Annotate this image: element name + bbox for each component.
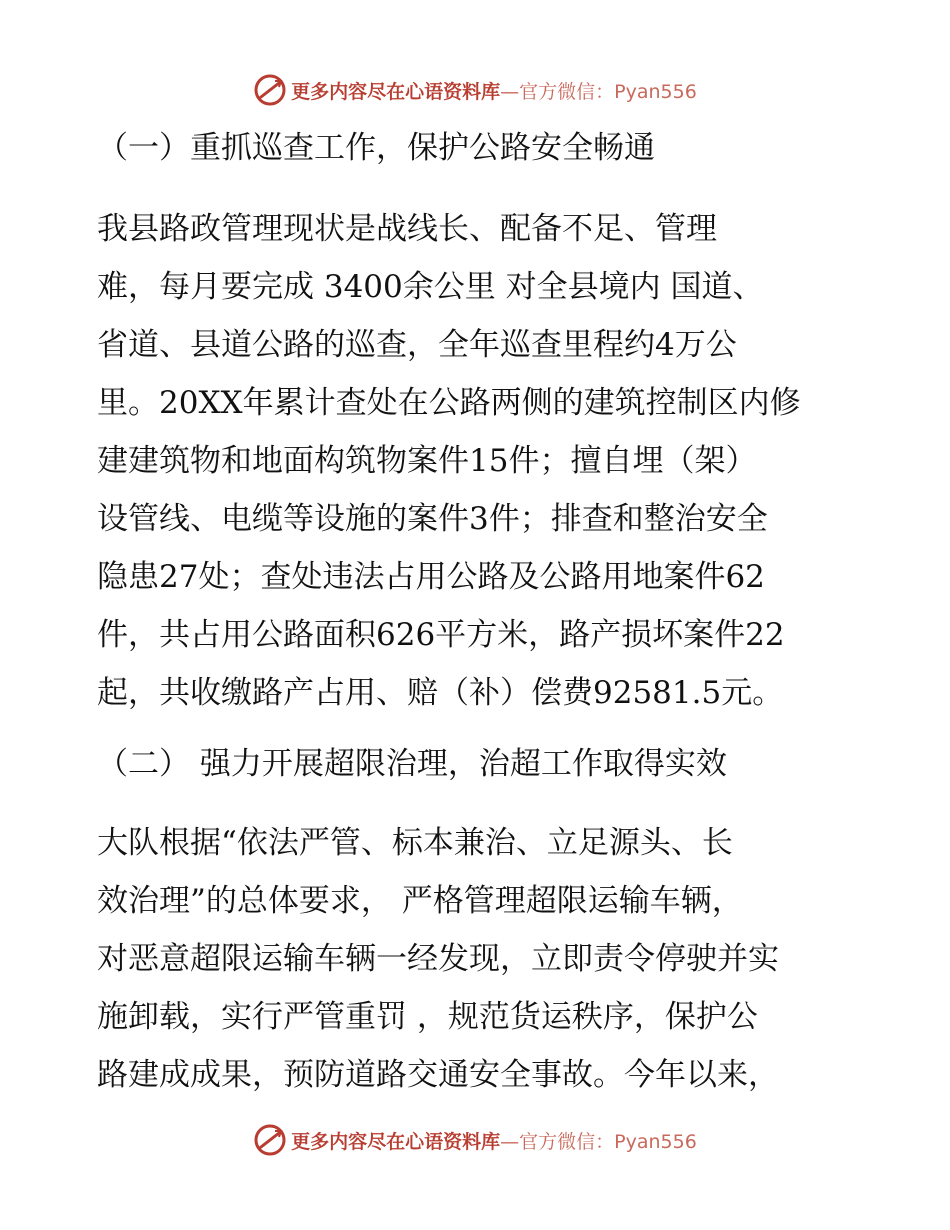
- header-watermark: [0, 70, 950, 110]
- section-1-paragraph: [97, 200, 877, 722]
- text-line: 起，共收缴路产占用、赔（补）偿费92581.5元。: [97, 675, 784, 711]
- text-line: 隐患27处；查处违法占用公路及公路用地案件62: [97, 559, 765, 595]
- text-line: 省道、县道公路的巡查，全年巡查里程约4万公: [97, 327, 737, 363]
- text-line: 大队根据“依法严管、标本兼治、立足源头、长: [97, 825, 733, 861]
- text-line: 对恶意超限运输车辆一经发现，立即责令停驶并实: [97, 941, 779, 977]
- watermark-main-text: 更多内容尽在心语资料库: [291, 1130, 501, 1153]
- document-body: [97, 120, 877, 1104]
- footer-watermark: [0, 1120, 950, 1160]
- text-line: 我县路政管理现状是战线长、配备不足、管理: [97, 211, 717, 247]
- text-line: 难，每月要完成 3400余公里 对全县境内 国道、: [97, 269, 764, 305]
- brand-logo-icon: [253, 73, 287, 107]
- text-line: 路建成成果，预防道路交通安全事故。今年以来，: [97, 1057, 779, 1093]
- text-line: 建建筑物和地面构筑物案件15件；擅自埋（架）: [97, 443, 757, 479]
- text-line: 效治理”的总体要求， 严格管理超限运输车辆，: [97, 883, 743, 919]
- watermark-wechat-text: —官方微信：Pyan556: [500, 1130, 697, 1153]
- brand-logo-icon: [253, 1123, 287, 1157]
- text-line: 设管线、电缆等设施的案件3件；排查和整治安全: [97, 501, 768, 537]
- watermark-wechat-text: —官方微信：Pyan556: [500, 80, 697, 103]
- section-1-heading: （一）重抓巡查工作，保护公路安全畅通: [97, 130, 655, 166]
- watermark-main-text: 更多内容尽在心语资料库: [291, 80, 501, 103]
- text-line: 件，共占用公路面积626平方米，路产损坏案件22: [97, 617, 785, 653]
- text-line: 里。20XX年累计查处在公路两侧的建筑控制区内修: [97, 385, 801, 421]
- section-2-heading: （二） 强力开展超限治理，治超工作取得实效: [97, 746, 727, 782]
- text-line: 施卸载，实行严管重罚 ，规范货运秩序，保护公: [97, 999, 758, 1035]
- section-2-paragraph: [97, 814, 877, 1104]
